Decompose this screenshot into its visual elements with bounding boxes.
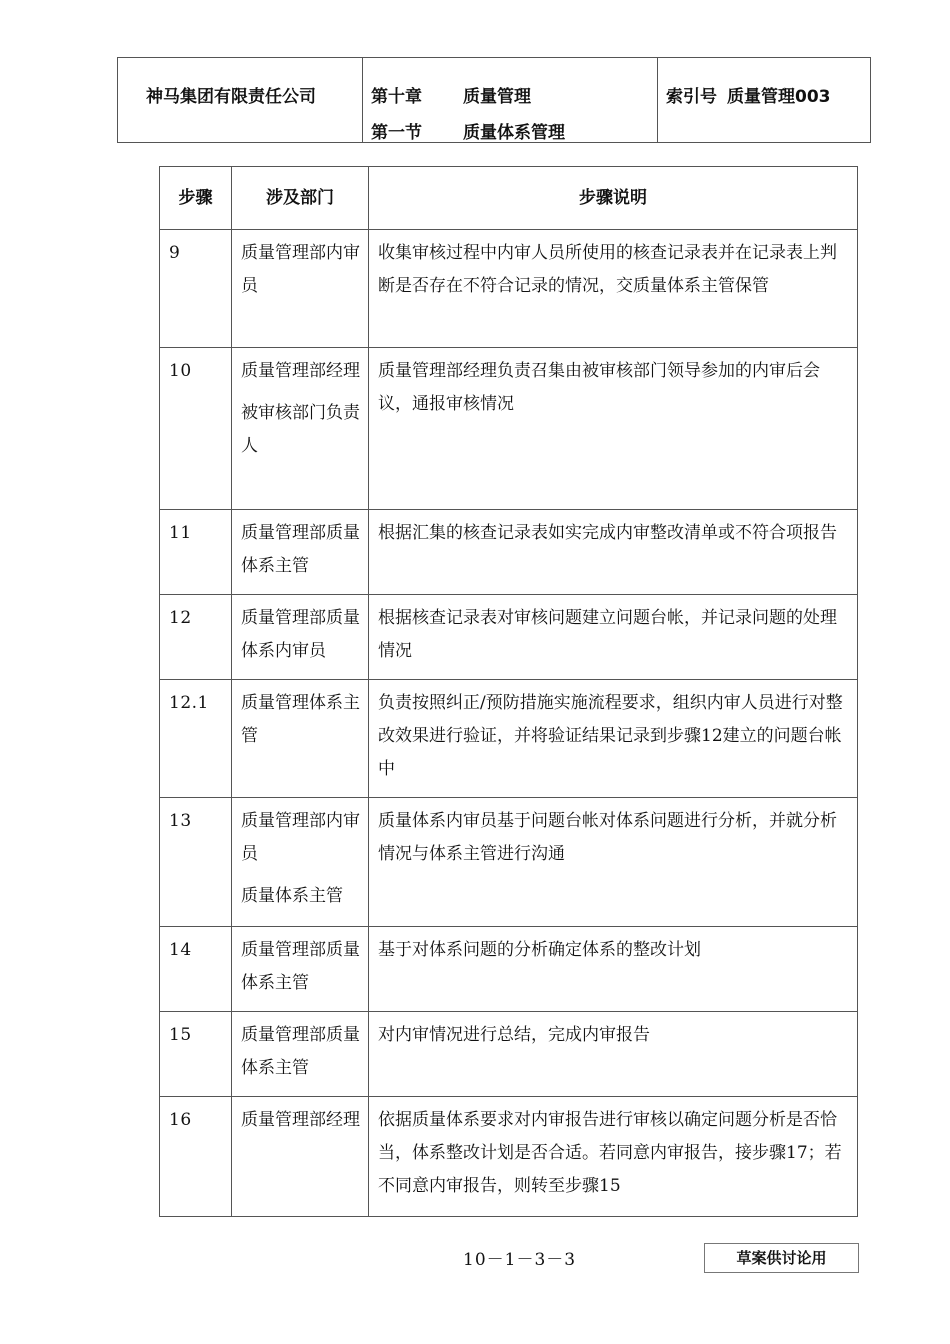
department [232,595,369,680]
company-name [118,58,363,142]
department [232,510,369,595]
header-department: 涉及部门 [232,167,369,230]
index-value: 质量管理003 [727,87,831,107]
step-number: 13 [160,798,232,927]
department-name: 质量体系主管 [241,886,343,906]
department [232,1012,369,1097]
department-name: 质量管理部质量体系主管 [241,1025,360,1078]
index-label: 索引号 [666,87,717,107]
step-description: 对内审情况进行总结，完成内审报告 [369,1012,858,1097]
section-number: 第一节 [371,123,422,143]
department [232,798,369,927]
step-description: 根据核查记录表对审核问题建立问题台帐，并记录问题的处理情况 [369,595,858,680]
table-row [160,680,858,798]
department-name: 被审核部门负责人 [241,403,360,456]
company-name-text: 神马集团有限责任公司 [146,87,316,107]
department-name: 质量管理部质量体系主管 [241,940,360,993]
table-row [160,927,858,1012]
section-line [371,118,657,154]
step-description: 负责按照纠正/预防措施实施流程要求，组织内审人员进行对整改效果进行验证，并将验证结果记录到步骤12建立的问题台帐中 [369,680,858,798]
table-row [160,1012,858,1097]
table-row [160,595,858,680]
department [232,680,369,798]
department-name: 质量管理部内审员 [241,811,360,864]
step-number: 9 [160,230,232,348]
step-number: 16 [160,1097,232,1217]
step-number: 15 [160,1012,232,1097]
index-info [658,58,870,142]
table-row [160,230,858,348]
department-gap [241,871,364,880]
header-description: 步骤说明 [369,167,858,230]
table-row [160,348,858,510]
section-title: 质量体系管理 [463,123,565,143]
steps-table [159,166,858,1217]
department [232,1097,369,1217]
page-number: 10－1－3－3 [463,1250,577,1270]
chapter-title: 质量管理 [463,87,531,107]
table-row [160,1097,858,1217]
table-header-row [160,167,858,230]
step-number: 12.1 [160,680,232,798]
header-step: 步骤 [160,167,232,230]
department [232,348,369,510]
table-row [160,798,858,927]
step-description: 收集审核过程中内审人员所使用的核查记录表并在记录表上判断是否存在不符合记录的情况，交质量体系主管保管 [369,230,858,348]
step-description: 基于对体系问题的分析确定体系的整改计划 [369,927,858,1012]
document-header [117,57,871,143]
step-description: 根据汇集的核查记录表如实完成内审整改清单或不符合项报告 [369,510,858,595]
chapter-number: 第十章 [371,87,422,107]
chapter-line [371,82,657,118]
department [232,230,369,348]
step-number: 10 [160,348,232,510]
step-description: 质量体系内审员基于问题台帐对体系问题进行分析，并就分析情况与体系主管进行沟通 [369,798,858,927]
step-number: 11 [160,510,232,595]
table-row [160,510,858,595]
draft-label: 草案供讨论用 [704,1243,859,1273]
step-number: 14 [160,927,232,1012]
department-name: 质量管理部内审员 [241,243,360,296]
chapter-info [363,58,658,142]
department-name: 质量管理体系主管 [241,693,360,746]
department-name: 质量管理部经理 [241,361,360,381]
department-name: 质量管理部质量体系内审员 [241,608,360,661]
department-name: 质量管理部质量体系主管 [241,523,360,576]
department-gap [241,388,364,397]
department [232,927,369,1012]
step-description: 质量管理部经理负责召集由被审核部门领导参加的内审后会议，通报审核情况 [369,348,858,510]
step-number: 12 [160,595,232,680]
department-name: 质量管理部经理 [241,1110,360,1130]
step-description: 依据质量体系要求对内审报告进行审核以确定问题分析是否恰当，体系整改计划是否合适。若同意内审报告，接步骤17；若不同意内审报告，则转至步骤15 [369,1097,858,1217]
